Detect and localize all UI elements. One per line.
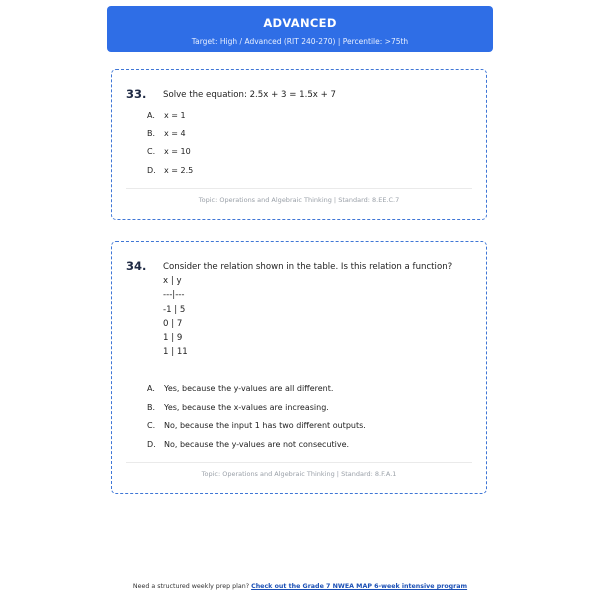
table-line: -1 | 5 <box>163 304 186 315</box>
question-number: 34. <box>126 259 147 273</box>
program-link[interactable]: Check out the Grade 7 NWEA MAP 6-week intensive program <box>251 583 468 590</box>
question-text: Solve the equation: 2.5x + 3 = 1.5x + 7 <box>163 90 337 100</box>
option-letter: C. <box>147 147 156 156</box>
question-meta: Topic: Operations and Algebraic Thinking | Standard: 8.EE.C.7 <box>198 196 400 204</box>
answer-option-a[interactable] <box>147 383 333 395</box>
answer-option-c[interactable] <box>147 146 191 158</box>
question-meta: Topic: Operations and Algebraic Thinking | Standard: 8.F.A.1 <box>201 470 397 478</box>
question-number: 33. <box>126 87 147 101</box>
banner-subtitle: Target: High / Advanced (RIT 240-270) | Percentile: >75th <box>191 37 409 46</box>
option-text: x = 4 <box>164 129 186 138</box>
divider <box>126 188 472 189</box>
table-line: x | y <box>163 276 182 286</box>
banner-title: ADVANCED <box>263 16 337 30</box>
answer-option-d[interactable] <box>147 165 193 177</box>
footer <box>0 583 600 590</box>
option-letter: D. <box>147 440 156 449</box>
answer-option-a[interactable] <box>147 110 186 122</box>
level-banner <box>107 6 493 52</box>
question-card-33 <box>111 69 487 220</box>
option-letter: A. <box>147 384 155 393</box>
question-card-34 <box>111 241 487 494</box>
option-text: No, because the input 1 has two different outputs. <box>164 421 366 430</box>
option-letter: B. <box>147 403 156 412</box>
option-text: No, because the y-values are not consecutive. <box>164 440 350 449</box>
option-text: Yes, because the x-values are increasing. <box>164 403 329 412</box>
table-line: 0 | 7 <box>163 318 183 329</box>
divider <box>126 462 472 463</box>
option-text: x = 2.5 <box>164 166 194 175</box>
question-text: Consider the relation shown in the table. Is this relation a function? <box>163 262 453 272</box>
answer-option-d[interactable] <box>147 439 349 451</box>
question-body <box>163 260 463 360</box>
option-text: x = 10 <box>164 147 191 156</box>
option-letter: C. <box>147 421 156 430</box>
table-line: 1 | 11 <box>163 347 188 358</box>
footer-text: Need a structured weekly prep plan? <box>132 583 252 590</box>
table-line: ---|--- <box>163 290 185 301</box>
option-text: x = 1 <box>164 111 186 120</box>
table-line: 1 | 9 <box>163 333 183 344</box>
option-letter: A. <box>147 111 155 120</box>
answer-option-c[interactable] <box>147 420 366 432</box>
option-letter: D. <box>147 166 156 175</box>
answer-option-b[interactable] <box>147 402 329 414</box>
option-text: Yes, because the y-values are all different. <box>164 384 334 393</box>
answer-option-b[interactable] <box>147 128 186 140</box>
option-letter: B. <box>147 129 156 138</box>
